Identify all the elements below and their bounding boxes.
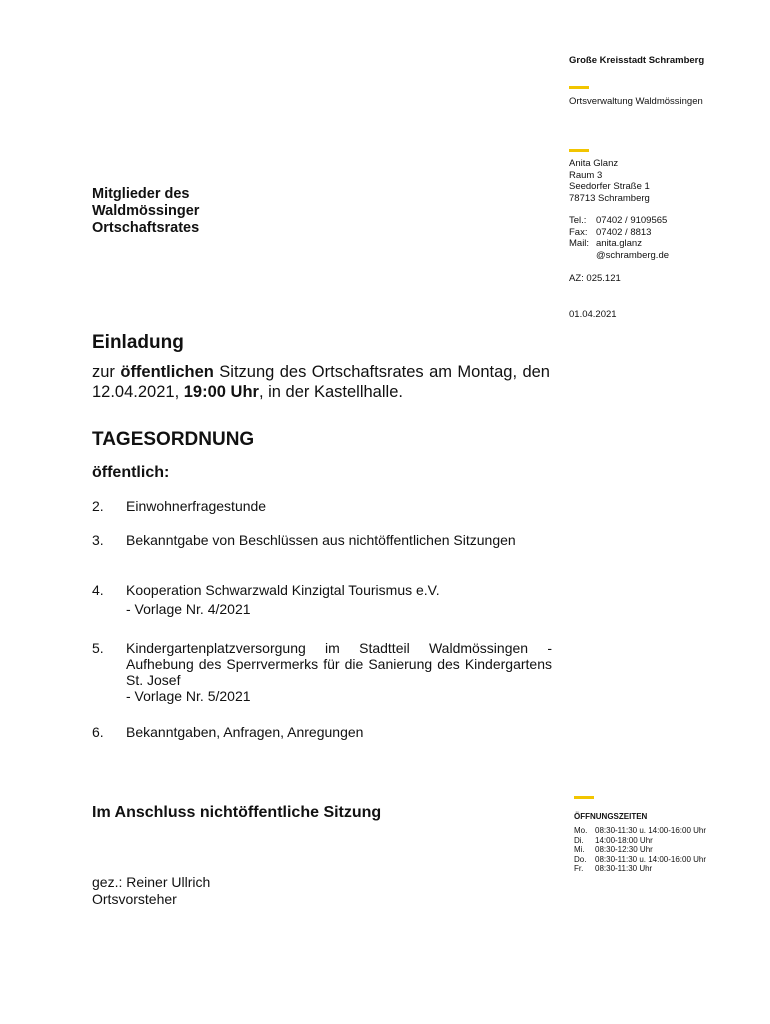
tel-value: 07402 / 9109565 bbox=[596, 215, 668, 226]
recipient-line: Waldmössinger bbox=[92, 203, 200, 219]
recipient-line: Mitglieder des bbox=[92, 186, 190, 202]
tel-label: Tel.: bbox=[569, 215, 587, 226]
invitation-text: zur öffentlichen Sitzung des Ortschaftsrates am Montag, den 12.04.2021, 19:00 Uhr, in der Kastellhalle. bbox=[92, 363, 550, 401]
agenda-item-number: 4. bbox=[92, 582, 104, 598]
hours-time: 08:30-12:30 Uhr bbox=[595, 845, 653, 855]
agenda-item bbox=[92, 532, 552, 548]
contact-block bbox=[569, 158, 669, 261]
mail-label: Mail: bbox=[569, 238, 590, 249]
agenda-item bbox=[92, 640, 552, 704]
agenda-item bbox=[92, 582, 552, 617]
hours-day: Mo. bbox=[574, 826, 588, 835]
recipient-block bbox=[92, 186, 199, 237]
mail-value-line2[interactable]: @schramberg.de bbox=[596, 249, 670, 261]
contact-city: 78713 Schramberg bbox=[569, 192, 650, 204]
agenda-item-text: Kindergartenplatzversorgung im Stadtteil Waldmössingen - Aufhebung des Sperrvermerks für die Sanierung des Kindergartens St. Josef bbox=[126, 640, 552, 688]
hours-time: 08:30-11:30 u. 14:00-16:00 Uhr bbox=[595, 854, 707, 864]
letter-date: 01.04.2021 bbox=[569, 309, 617, 320]
closing-note: Im Anschluss nichtöffentliche Sitzung bbox=[92, 804, 382, 821]
agenda-item-reference: - Vorlage Nr. 4/2021 bbox=[126, 601, 251, 617]
agenda-item-text: Kooperation Schwarzwald Kinzigtal Tourismus e.V. bbox=[126, 582, 440, 598]
agenda-item-number: 6. bbox=[92, 724, 104, 740]
agenda-item-text: Bekanntgaben, Anfragen, Anregungen bbox=[126, 724, 364, 740]
emphasis-time: 19:00 Uhr bbox=[183, 383, 259, 401]
fax-value: 07402 / 8813 bbox=[596, 226, 652, 238]
agenda-item-text: Einwohnerfragestunde bbox=[126, 498, 267, 514]
accent-bar bbox=[569, 86, 589, 89]
signature-title: Ortsvorsteher bbox=[92, 891, 177, 907]
reference-number: AZ: 025.121 bbox=[569, 273, 621, 284]
opening-hours-table bbox=[574, 826, 706, 874]
contact-mail[interactable] bbox=[569, 238, 669, 250]
emphasis-public: öffentlichen bbox=[120, 363, 214, 381]
fax-label: Fax: bbox=[569, 226, 588, 238]
hours-time: 08:30-11:30 u. 14:00-16:00 Uhr bbox=[595, 826, 707, 835]
contact-tel bbox=[569, 215, 669, 227]
hours-time: 08:30-11:30 Uhr bbox=[595, 864, 653, 874]
contact-room: Raum 3 bbox=[569, 169, 603, 181]
invitation-heading: Einladung bbox=[92, 332, 184, 353]
agenda-item bbox=[92, 724, 552, 740]
contact-name: Anita Glanz bbox=[569, 158, 619, 169]
hours-day: Fr. bbox=[574, 864, 584, 874]
opening-hours-row bbox=[574, 855, 706, 865]
hours-day: Di. bbox=[574, 835, 584, 845]
opening-hours-row bbox=[574, 836, 706, 846]
opening-hours-row bbox=[574, 864, 706, 874]
agenda-item-number: 3. bbox=[92, 532, 104, 548]
hours-time: 14:00-18:00 Uhr bbox=[595, 835, 653, 845]
agenda-item-text: Bekanntgabe von Beschlüssen aus nichtöffentlichen Sitzungen bbox=[126, 532, 516, 548]
hours-day: Do. bbox=[574, 854, 587, 864]
agenda-item-reference: - Vorlage Nr. 5/2021 bbox=[126, 688, 251, 704]
agenda-section-public: öffentlich: bbox=[92, 464, 170, 481]
agenda-item-number: 2. bbox=[92, 498, 104, 514]
opening-hours-row bbox=[574, 845, 706, 855]
opening-hours-row bbox=[574, 826, 706, 836]
agenda-item bbox=[92, 498, 552, 514]
accent-bar bbox=[569, 149, 589, 152]
contact-street: Seedorfer Straße 1 bbox=[569, 181, 650, 192]
department-name: Ortsverwaltung Waldmössingen bbox=[569, 96, 703, 107]
accent-bar bbox=[574, 796, 594, 799]
recipient-line: Ortschaftsrates bbox=[92, 220, 200, 236]
opening-hours-title: ÖFFNUNGSZEITEN bbox=[574, 812, 648, 821]
agenda-title: TAGESORDNUNG bbox=[92, 429, 255, 450]
mail-value-line1[interactable]: anita.glanz bbox=[596, 238, 642, 249]
hours-day: Mi. bbox=[574, 845, 585, 855]
signature-name: gez.: Reiner Ullrich bbox=[92, 874, 211, 890]
signature-block bbox=[92, 874, 210, 908]
agenda-item-number: 5. bbox=[92, 640, 104, 656]
contact-fax bbox=[569, 227, 669, 239]
organization-name: Große Kreisstadt Schramberg bbox=[569, 55, 705, 66]
